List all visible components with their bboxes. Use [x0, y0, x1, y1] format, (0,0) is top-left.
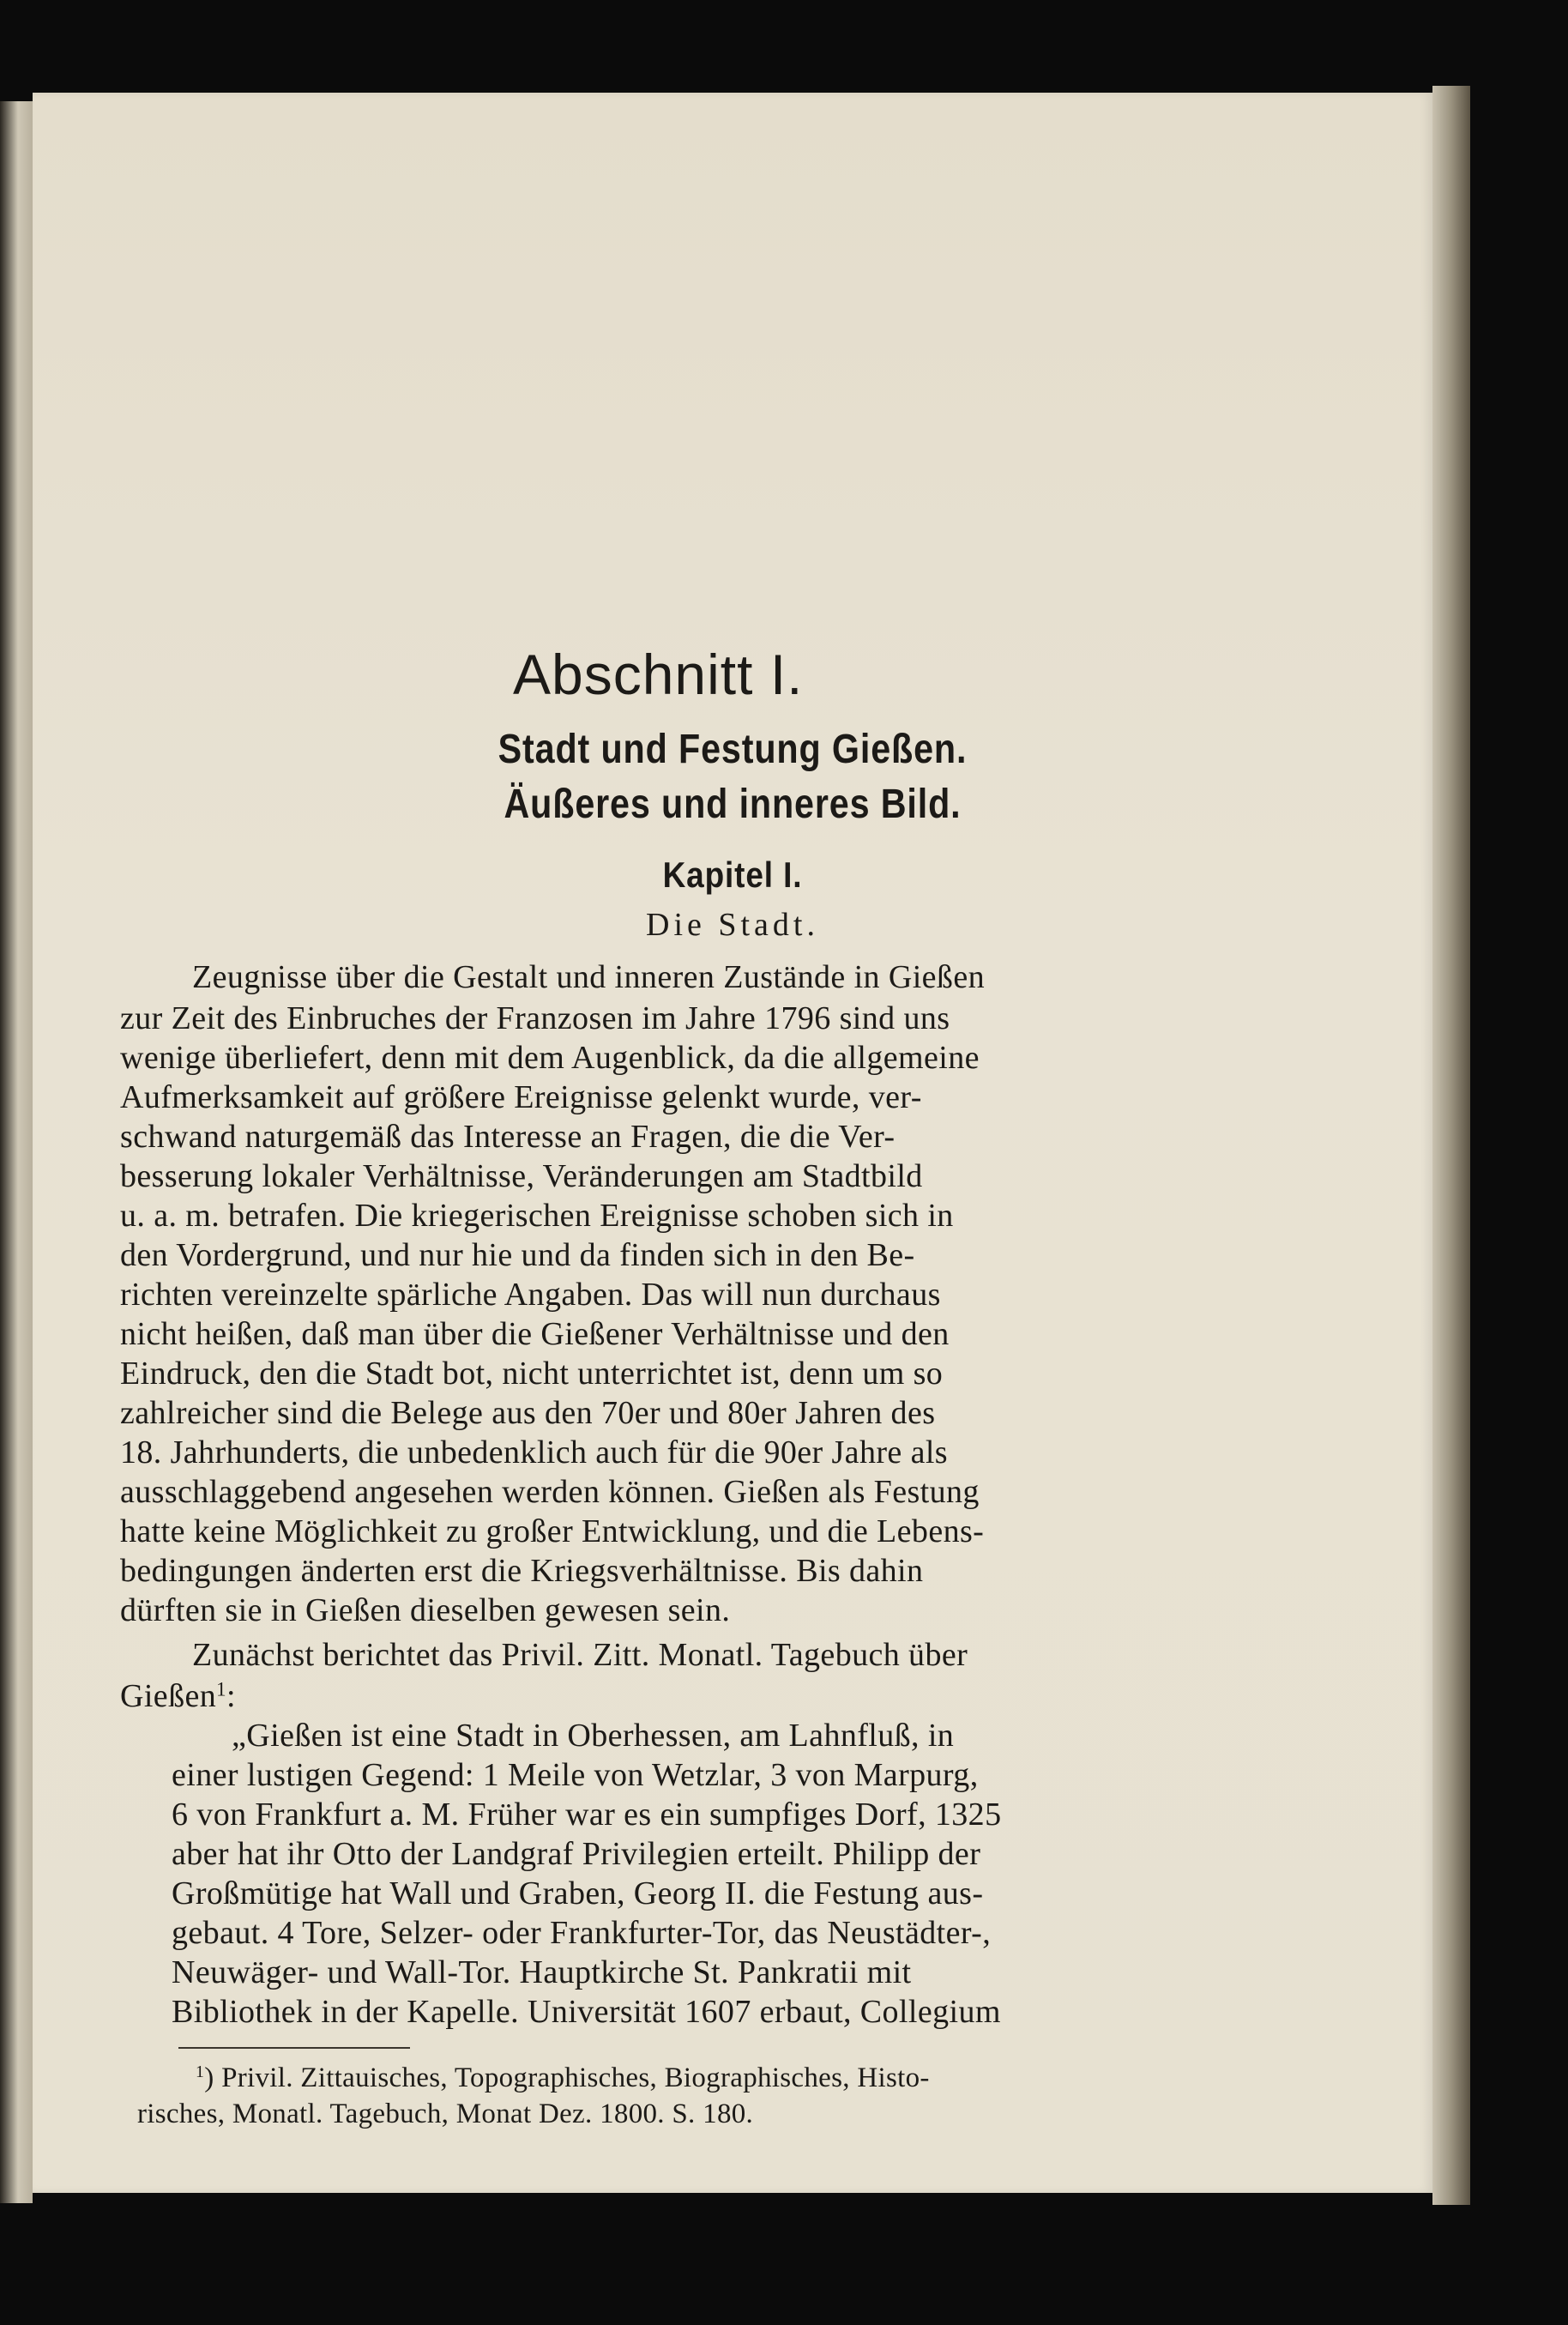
quote-line: Großmütige hat Wall und Graben, Georg II. die Festung aus- — [172, 1875, 984, 1911]
body-line: ausschlaggebend angesehen werden können. Gießen als Festung — [120, 1474, 980, 1510]
body-line-with-footnote-ref — [120, 1680, 236, 1712]
quote-line: Neuwäger- und Wall-Tor. Hauptkirche St. Pankratii mit — [172, 1954, 912, 1990]
book-page — [33, 93, 1432, 2193]
body-line: besserung lokaler Verhältnisse, Veränderungen am Stadtbild — [120, 1158, 923, 1194]
body-line: zur Zeit des Einbruches der Franzosen im Jahre 1796 sind uns — [120, 1000, 950, 1036]
section-title-line-1: Stadt und Festung Gießen. — [498, 727, 968, 772]
body-line: richten vereinzelte spärliche Angaben. Das will nun durchaus — [120, 1277, 941, 1313]
quote-line: gebaut. 4 Tore, Selzer- oder Frankfurter-Tor, das Neustädter-, — [172, 1915, 992, 1951]
chapter-subtitle: Die Stadt. — [646, 907, 819, 943]
page-stack-edge — [1432, 86, 1470, 2205]
body-line: nicht heißen, daß man über die Gießener Verhältnisse und den — [120, 1316, 950, 1352]
section-title-line-2: Äußeres und inneres Bild. — [504, 782, 962, 827]
body-line: u. a. m. betrafen. Die kriegerischen Ereignisse schoben sich in — [120, 1198, 954, 1234]
quote-line: Bibliothek in der Kapelle. Universität 1607 erbaut, Collegium — [172, 1994, 1001, 2030]
footnote-marker-suffix: ) — [204, 2062, 214, 2093]
quote-line: 6 von Frankfurt a. M. Früher war es ein sumpfiges Dorf, 1325 — [172, 1797, 1002, 1833]
footnote-line — [196, 2064, 930, 2092]
body-line: Zunächst berichtet das Privil. Zitt. Monatl. Tagebuch über — [192, 1637, 968, 1673]
chapter-label: Kapitel I. — [662, 855, 803, 895]
body-line: Aufmerksamkeit auf größere Ereignisse gelenkt wurde, ver- — [120, 1079, 922, 1115]
body-line: 18. Jahrhunderts, die unbedenklich auch für die 90er Jahre als — [120, 1434, 948, 1470]
footnote-line: risches, Monatl. Tagebuch, Monat Dez. 1800. S. 180. — [137, 2099, 754, 2129]
body-line: bedingungen änderten erst die Kriegsverhältnisse. Bis dahin — [120, 1553, 924, 1589]
footnote-reference-suffix: : — [226, 1678, 236, 1714]
quote-line: „Gießen ist eine Stadt in Oberhessen, am Lahnfluß, in — [232, 1718, 955, 1754]
footnote-text: Privil. Zittauisches, Topographisches, Biographisches, Histo- — [221, 2062, 930, 2093]
body-line: zahlreicher sind die Belege aus den 70er und 80er Jahren des — [120, 1395, 936, 1431]
page-content — [33, 93, 1432, 2193]
footnote-divider — [178, 2047, 410, 2049]
body-line-text: Gießen — [120, 1678, 217, 1714]
footnote-marker: 1 — [196, 2062, 205, 2082]
body-line: schwand naturgemäß das Interesse an Fragen, die die Ver- — [120, 1119, 896, 1155]
quote-line: aber hat ihr Otto der Landgraf Privilegien erteilt. Philipp der — [172, 1836, 981, 1872]
body-line: dürften sie in Gießen dieselben gewesen sein. — [120, 1592, 731, 1628]
footnote-reference: 1 — [216, 1678, 226, 1700]
body-line: hatte keine Möglichkeit zu großer Entwicklung, und die Lebens- — [120, 1513, 985, 1549]
left-page-edge — [0, 101, 33, 2203]
body-line: den Vordergrund, und nur hie und da finden sich in den Be- — [120, 1237, 915, 1273]
quote-line: einer lustigen Gegend: 1 Meile von Wetzlar, 3 von Marpurg, — [172, 1757, 979, 1793]
body-line: Eindruck, den die Stadt bot, nicht unterrichtet ist, denn um so — [120, 1356, 944, 1392]
body-line: Zeugnisse über die Gestalt und inneren Zustände in Gießen — [192, 959, 985, 995]
body-line: wenige überliefert, denn mit dem Augenblick, da die allgemeine — [120, 1040, 980, 1076]
section-heading: Abschnitt I. — [513, 643, 804, 706]
